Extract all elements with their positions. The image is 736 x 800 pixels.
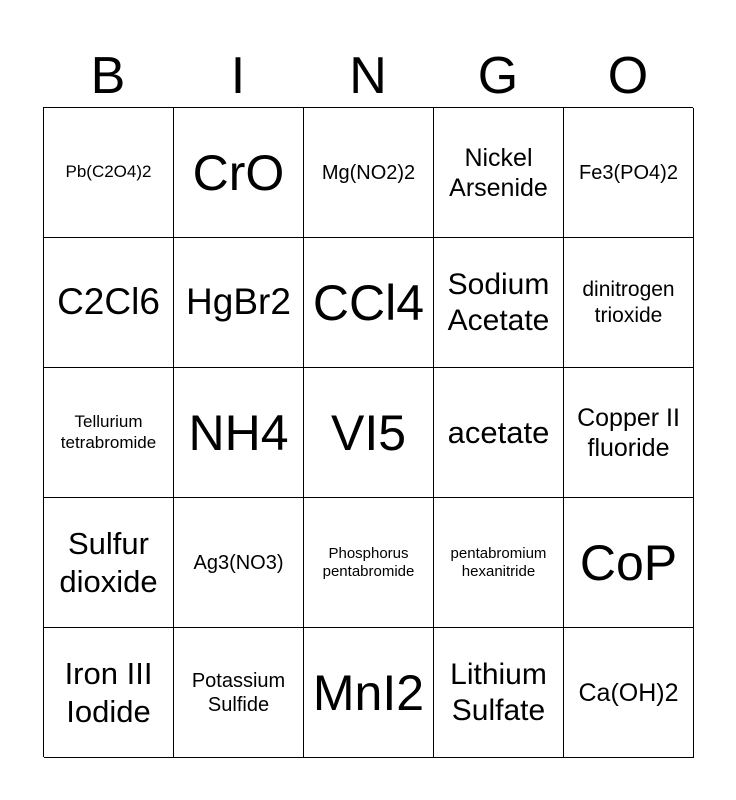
cell-text: Ca(OH)2 [578,678,679,707]
cell-text: Potassium Sulfide [191,669,286,716]
bingo-cell-r3c4[interactable] [434,368,564,498]
bingo-cell-r5c1[interactable] [44,628,174,758]
bingo-board [43,107,693,757]
cell-text: Tellurium tetrabromide [60,412,157,452]
bingo-cell-r4c3[interactable] [304,498,434,628]
bingo-header [43,44,693,108]
header-letter-n: N [349,47,387,105]
cell-text: Iron III Iodide [64,656,153,729]
cell-text: dinitrogen trioxide [582,278,675,327]
cell-text: pentabromium hexanitride [450,544,547,580]
bingo-cell-r4c4[interactable] [434,498,564,628]
bingo-cell-r3c2[interactable] [174,368,304,498]
bingo-cell-r4c2[interactable] [174,498,304,628]
bingo-cell-r1c3[interactable] [304,108,434,238]
cell-text: HgBr2 [186,281,291,323]
cell-text: Pb(C2O4)2 [65,162,152,182]
bingo-cell-r4c1[interactable] [44,498,174,628]
bingo-cell-r1c5[interactable] [564,108,694,238]
cell-text: Phosphorus pentabromide [322,544,415,580]
bingo-cell-r2c3[interactable] [304,238,434,368]
cell-text: Sulfur dioxide [59,526,158,599]
bingo-cell-r5c5[interactable] [564,628,694,758]
header-letter-g: G [477,47,519,105]
cell-text: CrO [192,144,285,201]
bingo-cell-r5c3[interactable] [304,628,434,758]
cell-text: Sodium Acetate [447,267,550,337]
bingo-cell-r4c5[interactable] [564,498,694,628]
bingo-cell-r2c1[interactable] [44,238,174,368]
bingo-cell-r1c4[interactable] [434,108,564,238]
bingo-cell-r1c2[interactable] [174,108,304,238]
bingo-cell-r3c1[interactable] [44,368,174,498]
header-letter-o: O [607,47,649,105]
cell-text: CoP [579,534,678,591]
cell-text: C2Cl6 [57,281,160,323]
bingo-cell-r3c3[interactable] [304,368,434,498]
bingo-cell-r2c4[interactable] [434,238,564,368]
cell-text: Fe3(PO4)2 [579,161,678,184]
bingo-cell-r5c2[interactable] [174,628,304,758]
bingo-cell-r3c5[interactable] [564,368,694,498]
cell-text: Ag3(NO3) [193,551,284,574]
bingo-cell-r2c2[interactable] [174,238,304,368]
cell-text: Nickel Arsenide [449,143,548,202]
cell-text: CCl4 [312,274,425,331]
cell-text: Mg(NO2)2 [321,161,416,184]
cell-text: Lithium Sulfate [450,657,547,727]
cell-text: Copper II fluoride [577,403,680,462]
cell-text: NH4 [188,404,289,461]
header-letter-i: I [230,47,246,105]
bingo-cell-r2c5[interactable] [564,238,694,368]
header-letter-b: B [90,47,126,105]
bingo-cell-r5c4[interactable] [434,628,564,758]
cell-text: VI5 [330,404,407,461]
bingo-cell-r1c1[interactable] [44,108,174,238]
cell-text: acetate [447,414,550,450]
cell-text: MnI2 [312,664,425,721]
